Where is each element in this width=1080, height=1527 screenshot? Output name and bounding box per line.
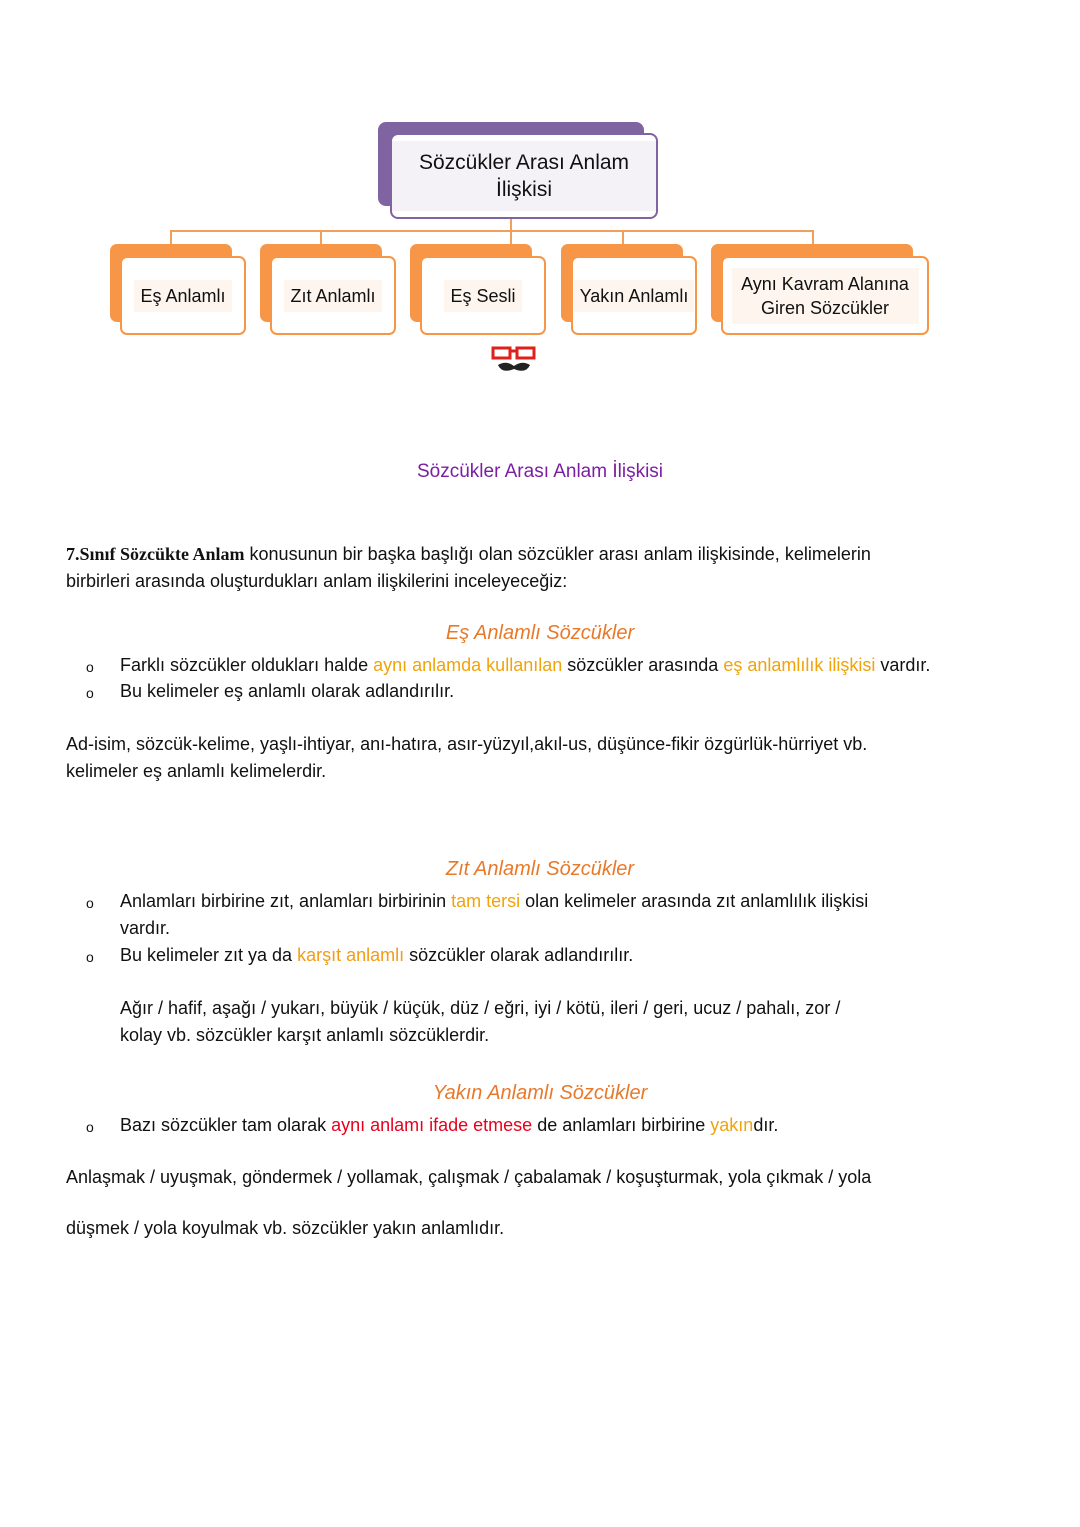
child-label: Yakın Anlamlı <box>574 280 695 312</box>
root-node-label: Sözcükler Arası Anlam İlişkisi <box>392 141 656 211</box>
figure-caption: Sözcükler Arası Anlam İlişkisi <box>416 461 664 482</box>
bullet-icon: o <box>86 895 94 911</box>
text: sözcükler arasında <box>562 655 724 675</box>
text: Farklı sözcükler oldukları halde <box>120 655 374 675</box>
intro-line-2: birbirleri arasında oluşturdukları anlam ilişkilerini inceleyeceğiz: <box>66 571 568 591</box>
connector <box>320 230 322 244</box>
highlight: tam tersi <box>451 891 521 911</box>
text: de anlamları birbirine <box>532 1115 711 1135</box>
text: dır. <box>753 1115 779 1135</box>
yakin-bullet-1 <box>120 1115 778 1136</box>
es-bullet-1 <box>120 655 930 676</box>
yakin-examples-2: düşmek / yola koyulmak vb. sözcükler yakın anlamlıdır. <box>66 1218 505 1238</box>
child-node-zit-anlamli <box>270 256 396 335</box>
zit-bullet-2 <box>120 945 633 966</box>
es-examples-2: kelimeler eş anlamlı kelimelerdir. <box>66 761 327 781</box>
text: Bazı sözcükler tam olarak <box>120 1115 332 1135</box>
es-examples-1: Ad-isim, sözcük-kelime, yaşlı-ihtiyar, anı-hatıra, asır-yüzyıl,akıl-us, düşünce-fikir özgürlük-hürriyet vb. <box>66 734 868 754</box>
connector <box>622 230 624 244</box>
zit-bullet-1-cont: vardır. <box>120 918 171 938</box>
connector <box>812 230 814 244</box>
heading-es-anlamli: Eş Anlamlı Sözcükler <box>445 622 635 644</box>
child-node-yakin-anlamli <box>571 256 697 335</box>
highlight: aynı anlamı ifade etmese <box>331 1115 533 1135</box>
intro-line-1 <box>66 544 871 565</box>
text: Bu kelimeler zıt ya da <box>120 945 298 965</box>
es-bullet-2: Bu kelimeler eş anlamlı olarak adlandırılır. <box>120 681 455 701</box>
intro-text: konusunun bir başka başlığı olan sözcükler arası anlam ilişkisinde, kelimelerin <box>244 544 871 564</box>
root-node <box>390 133 658 219</box>
bullet-icon: o <box>86 685 94 701</box>
zit-examples-1: Ağır / hafif, aşağı / yukarı, büyük / küçük, düz / eğri, iyi / kötü, ileri / geri, ucuz / pahalı, zor / <box>120 998 841 1018</box>
text: vardır. <box>875 655 931 675</box>
bullet-icon: o <box>86 1119 94 1135</box>
zit-bullet-1 <box>120 891 868 912</box>
highlight: aynı anlamda kullanılan <box>373 655 563 675</box>
child-node-es-sesli <box>420 256 546 335</box>
connector <box>510 230 512 244</box>
child-node-es-anlamli <box>120 256 246 335</box>
child-node-ayni-kavram <box>721 256 929 335</box>
connector <box>170 230 814 232</box>
heading-zit-anlamli: Zıt Anlamlı Sözcükler <box>445 858 635 880</box>
child-label: Zıt Anlamlı <box>284 280 381 312</box>
connector <box>170 230 172 244</box>
text: olan kelimeler arasında zıt anlamlılık ilişkisi <box>520 891 869 911</box>
glasses-mustache-icon <box>490 345 538 375</box>
child-label: Aynı Kavram Alanına Giren Sözcükler <box>732 268 919 324</box>
child-label: Eş Anlamlı <box>134 280 231 312</box>
text: sözcükler olarak adlandırılır. <box>404 945 634 965</box>
highlight: eş anlamlılık ilişkisi <box>723 655 876 675</box>
highlight: yakın <box>710 1115 754 1135</box>
bullet-icon: o <box>86 659 94 675</box>
text: Anlamları birbirine zıt, anlamları birbirinin <box>120 891 452 911</box>
child-label: Eş Sesli <box>444 280 521 312</box>
intro-bold: 7.Sınıf Sözcükte Anlam <box>66 544 245 564</box>
zit-examples-2: kolay vb. sözcükler karşıt anlamlı sözcüklerdir. <box>120 1025 490 1045</box>
heading-yakin-anlamli: Yakın Anlamlı Sözcükler <box>432 1082 648 1104</box>
bullet-icon: o <box>86 949 94 965</box>
highlight: karşıt anlamlı <box>297 945 405 965</box>
yakin-examples-1: Anlaşmak / uyuşmak, göndermek / yollamak, çalışmak / çabalamak / koşuşturmak, yola çıkmak / yola <box>66 1167 872 1187</box>
